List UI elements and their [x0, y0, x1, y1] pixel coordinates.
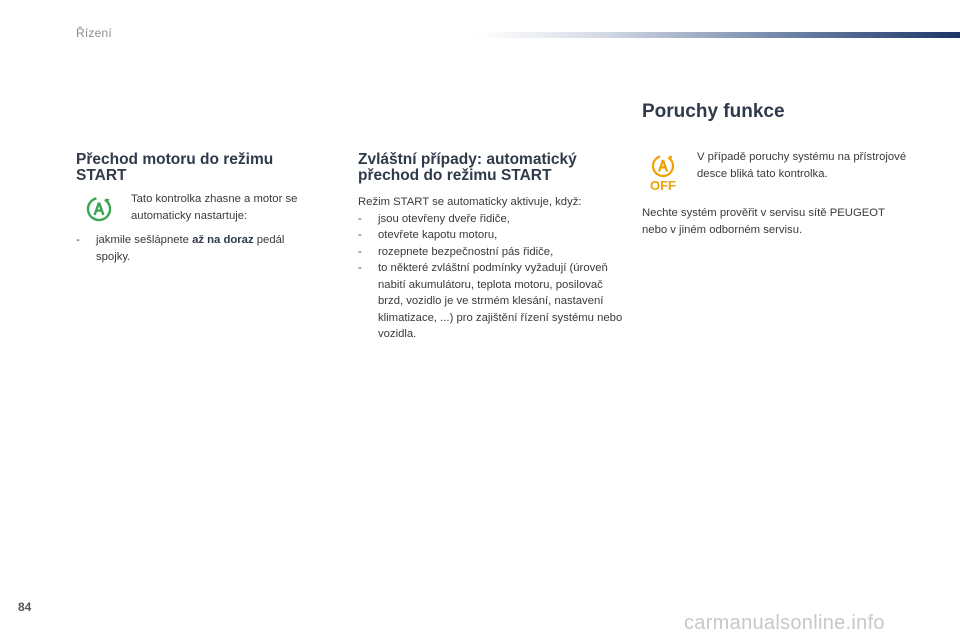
start-icon-description — [131, 191, 321, 224]
auto-start-a-icon — [86, 196, 112, 222]
watermark: carmanualsonline.info — [684, 612, 885, 634]
list-item — [358, 260, 623, 343]
heading-line-2: přechod do režimu START — [358, 167, 552, 184]
bullet-bold-text: až na doraz — [192, 234, 254, 246]
heading-special-cases — [358, 152, 623, 184]
fault-advice-text: Nechte systém prověřit v servisu sítě PEUGEOT nebo v jiném odborném servisu. — [642, 207, 885, 236]
auto-start-a-off-icon — [645, 152, 681, 192]
page-title-faults: Poruchy funkce — [642, 101, 785, 122]
off-label: OFF — [650, 178, 676, 192]
special-cases-intro: Režim START se automaticky aktivuje, když: — [358, 196, 582, 208]
heading-line-1: Zvláštní případy: automatický — [358, 151, 577, 168]
bullet-text: rozepnete bezpečnostní pás řidiče, — [378, 245, 554, 258]
bullet-dash: - — [76, 234, 80, 246]
list-item — [358, 211, 623, 228]
section-label: Řízení — [76, 26, 112, 40]
bullet-text-end: pedál spojky. — [96, 234, 285, 263]
page-number: 84 — [18, 600, 32, 614]
column-special-cases — [358, 152, 623, 343]
list-item — [358, 227, 623, 244]
bullet-text: otevřete kapotu motoru, — [378, 229, 498, 241]
fault-icon-text: V případě poruchy systému na přístrojové desce bliká tato kontrolka. — [697, 151, 907, 180]
bullet-text: jsou otevřeny dveře řidiče, — [378, 212, 510, 225]
start-condition-list — [76, 232, 316, 265]
bullet-dash: - — [358, 212, 362, 225]
heading-line-2: START — [76, 167, 127, 184]
bullet-dash: - — [358, 229, 362, 241]
fault-advice — [642, 205, 902, 238]
fault-icon-description — [697, 149, 912, 182]
bullet-dash: - — [358, 262, 362, 274]
heading-start-transition — [76, 152, 326, 184]
header-gradient-bar — [478, 32, 960, 38]
special-cases-list — [358, 211, 623, 343]
bullet-dash: - — [358, 245, 362, 258]
bullet-text: to některé zvláštní podmínky vyžadují (úroveň nabití akumulátoru, teplota motoru, posilovač brzd, vozidlo je ve strmém klesání, nastavení klimatizace, ...) pro zajištění řízení systému nebo vozidla. — [378, 262, 623, 340]
list-item — [358, 244, 623, 261]
list-item — [76, 232, 316, 265]
column-start-transition — [76, 152, 326, 184]
bullet-text: jakmile sešlápnete — [96, 234, 193, 246]
start-icon-text: Tato kontrolka zhasne a motor se automaticky nastartuje: — [131, 193, 298, 222]
heading-line-1: Přechod motoru do režimu — [76, 151, 274, 168]
